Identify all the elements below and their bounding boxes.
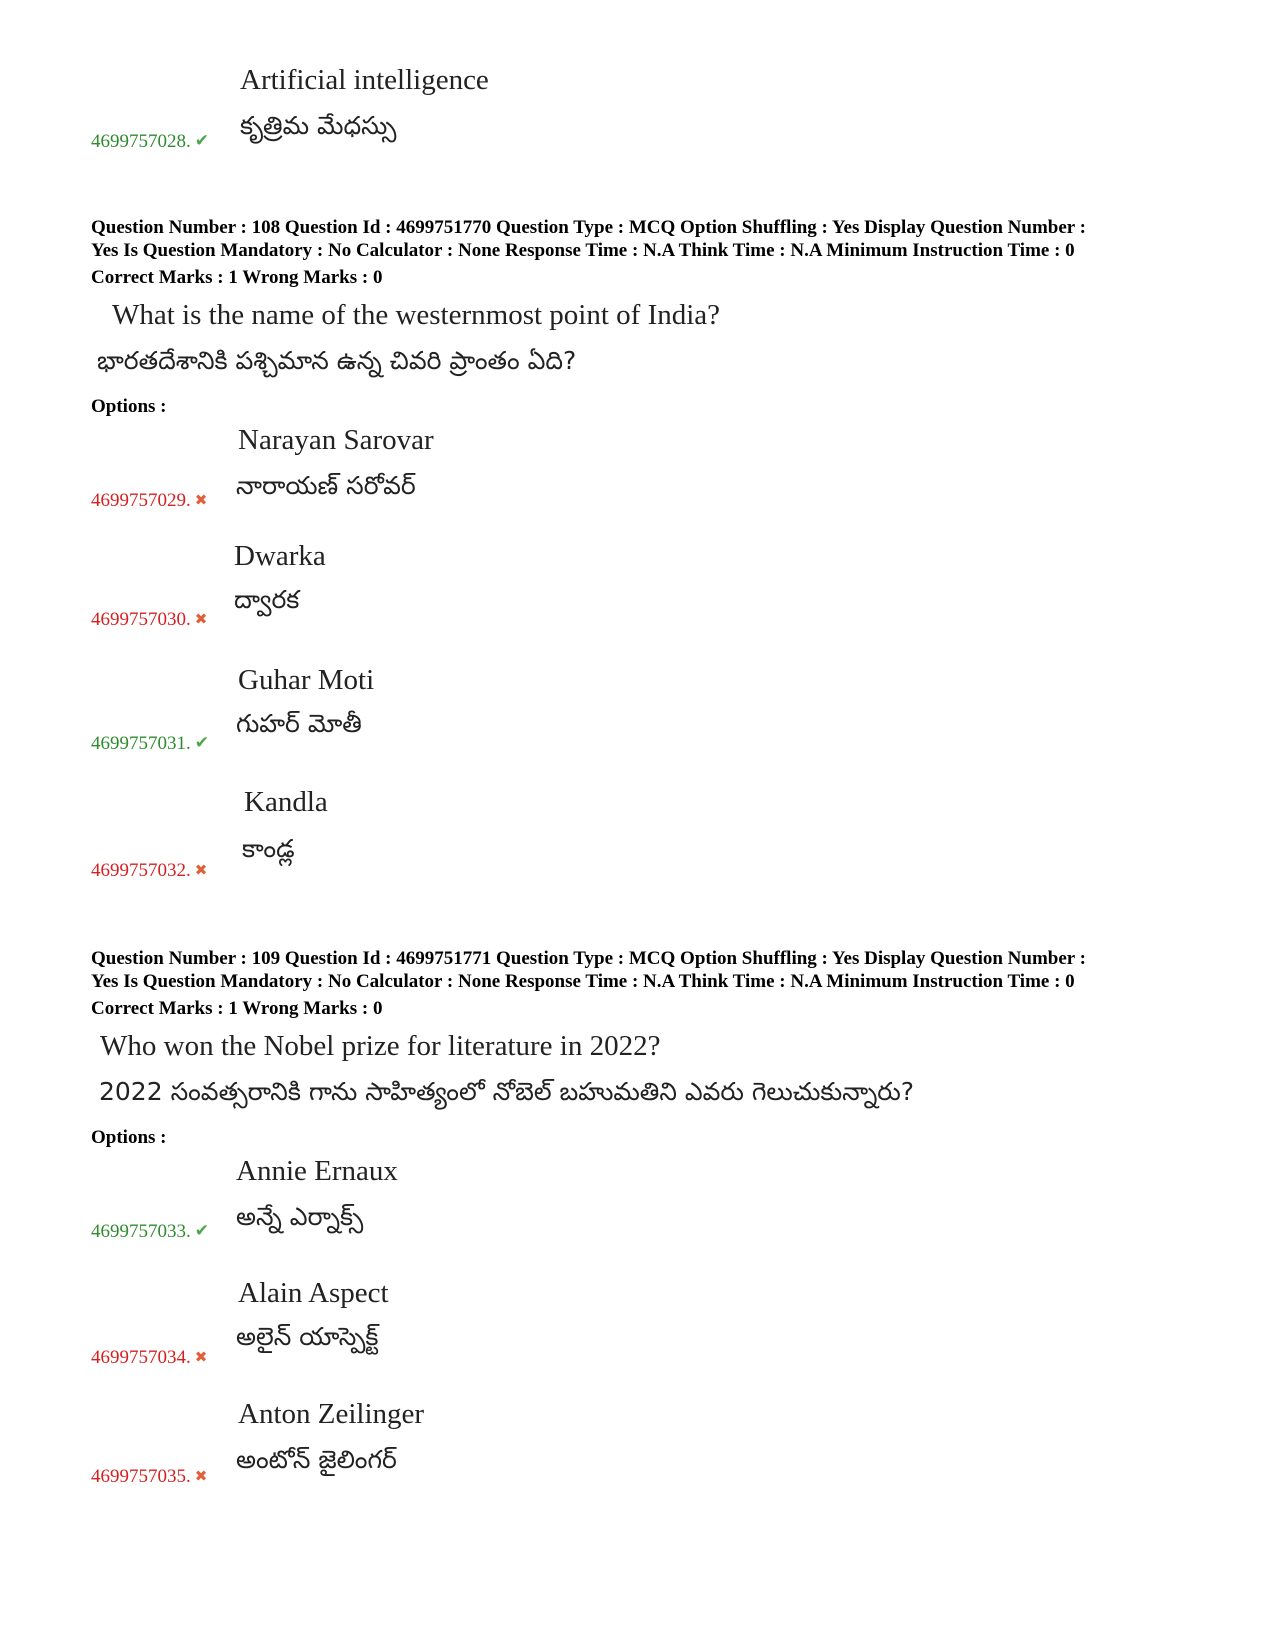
option-id-text: 4699757031. <box>91 733 191 754</box>
option-id <box>91 733 209 755</box>
option-english: Annie Ernaux <box>236 1155 398 1187</box>
cross-icon: ✖ <box>194 1348 208 1366</box>
option-id <box>91 1466 207 1488</box>
option-id-text: 4699757034. <box>91 1347 191 1368</box>
cross-icon: ✖ <box>194 1467 208 1485</box>
cross-icon: ✖ <box>194 610 208 628</box>
question-meta <box>91 947 1201 993</box>
question-text-telugu: భారతదేశానికి పశ్చిమాన ఉన్న చివరి ప్రాంతం ఏది? <box>97 346 577 375</box>
option-english: Kandla <box>244 786 328 818</box>
option-id <box>91 1221 209 1243</box>
check-icon: ✔ <box>194 733 209 753</box>
option-english: Alain Aspect <box>238 1277 389 1309</box>
question-marks: Correct Marks : 1 Wrong Marks : 0 <box>91 998 383 1019</box>
options-label: Options : <box>91 396 167 417</box>
question-meta-line1: Question Number : 108 Question Id : 4699751770 Question Type : MCQ Option Shuffling : Yes Display Question Number : <box>91 217 1086 238</box>
question-text-telugu: 2022 సంవత్సరానికి గాను సాహిత్యంలో నోబెల్ బహుమతిని ఎవరు గెలుచుకున్నారు? <box>99 1077 914 1106</box>
question-meta-line2: Yes Is Question Mandatory : No Calculator : None Response Time : N.A Think Time : N.A Minimum Instruction Time : 0 <box>91 971 1075 992</box>
option-id-text: 4699757028. <box>91 131 191 152</box>
option-id-text: 4699757030. <box>91 609 191 630</box>
option-english: Narayan Sarovar <box>238 424 434 456</box>
question-text-english: What is the name of the westernmost point of India? <box>112 299 721 331</box>
option-telugu: గుహర్ మోతీ <box>236 709 362 738</box>
question-meta-line1: Question Number : 109 Question Id : 4699751771 Question Type : MCQ Option Shuffling : Yes Display Question Number : <box>91 948 1086 969</box>
question-text-english: Who won the Nobel prize for literature in 2022? <box>100 1030 661 1062</box>
cross-icon: ✖ <box>194 861 208 879</box>
question-meta <box>91 216 1201 262</box>
option-telugu: కాండ్ల <box>242 834 295 863</box>
question-marks: Correct Marks : 1 Wrong Marks : 0 <box>91 267 383 288</box>
question-meta-line2: Yes Is Question Mandatory : No Calculator : None Response Time : N.A Think Time : N.A Minimum Instruction Time : 0 <box>91 240 1075 261</box>
option-id-text: 4699757029. <box>91 490 191 511</box>
option-id-text: 4699757032. <box>91 860 191 881</box>
option-telugu: ద్వారక <box>234 585 300 614</box>
option-id <box>91 131 209 153</box>
cross-icon: ✖ <box>194 491 208 509</box>
option-telugu: అంటోన్ జైలింగర్ <box>236 1445 397 1474</box>
check-icon: ✔ <box>194 131 209 151</box>
option-id <box>91 609 207 631</box>
option-english: Dwarka <box>234 540 326 572</box>
option-id <box>91 1347 207 1369</box>
option-id <box>91 860 207 882</box>
option-telugu: నారాయణ్ సరోవర్ <box>236 471 416 500</box>
option-id <box>91 490 207 512</box>
option-id-text: 4699757035. <box>91 1466 191 1487</box>
option-english: Artificial intelligence <box>240 64 489 96</box>
option-telugu: కృత్రిమ మేధస్సు <box>240 111 397 140</box>
check-icon: ✔ <box>194 1221 209 1241</box>
options-label: Options : <box>91 1127 167 1148</box>
option-telugu: అన్నే ఎర్నాక్స్ <box>236 1202 364 1231</box>
option-english: Anton Zeilinger <box>238 1398 425 1430</box>
option-id-text: 4699757033. <box>91 1221 191 1242</box>
option-english: Guhar Moti <box>238 664 375 696</box>
option-telugu: అలైన్ యాస్పెక్ట్ <box>236 1322 379 1351</box>
